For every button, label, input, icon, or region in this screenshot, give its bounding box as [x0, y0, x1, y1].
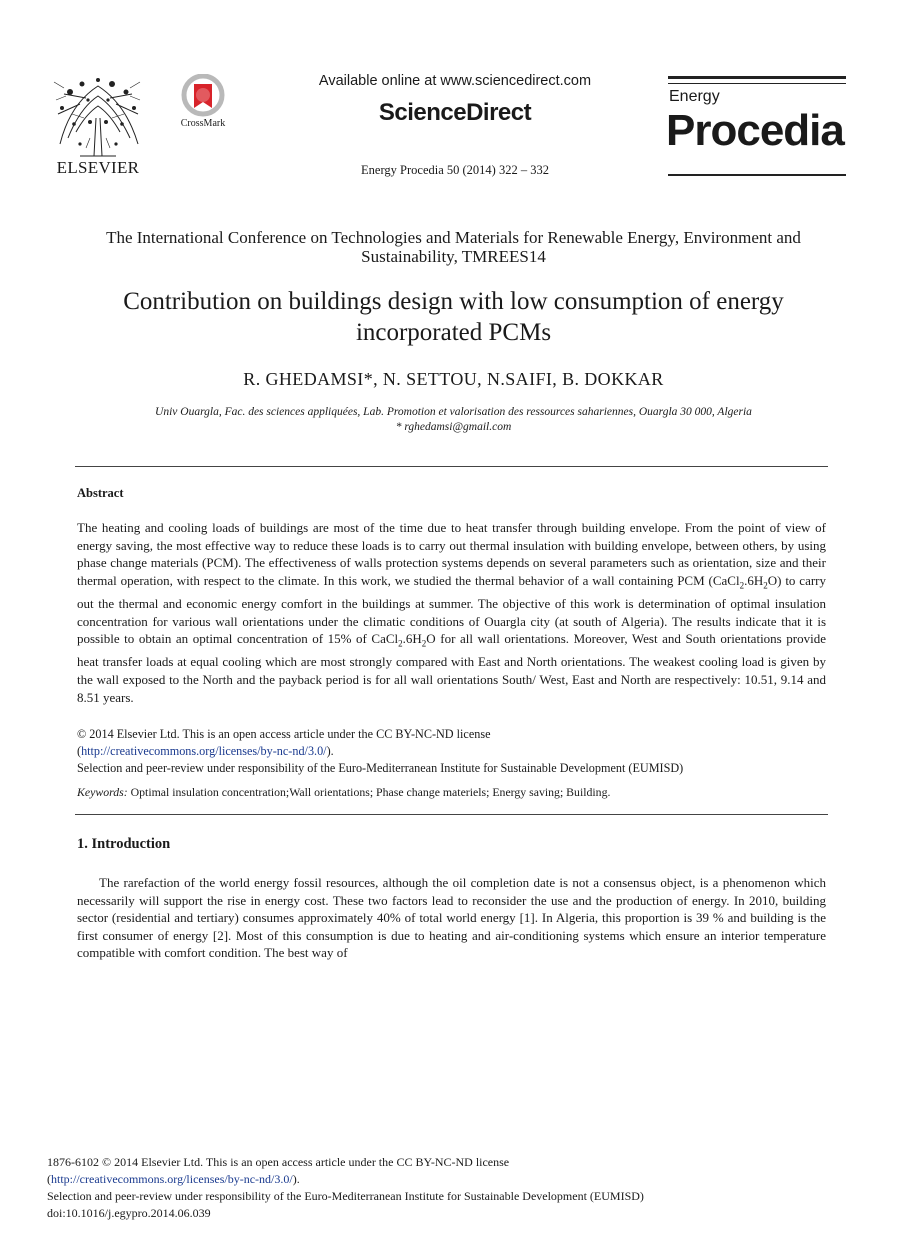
abstract-part-1: The heating and cooling loads of buildings are most of the time due to heat transfer through building envelope. From the point of view of energy saving, the most effective way to reduce these loads is to carry out thermal insulation with building envelope, between others, by using phase change materials (PCM). The effectiveness of walls protection systems depends on several parameters such as orientation, size and their thermal operation, with respect to the climate. In this work, we studied the thermal behavior of a wall containing PCM (CaCl: [77, 520, 826, 588]
logo-rule-top: [668, 76, 846, 79]
license-link[interactable]: http://creativecommons.org/licenses/by-nc-nd/3.0/: [81, 744, 327, 758]
paren-close: ).: [292, 1172, 300, 1186]
subscript-2: 2: [739, 580, 745, 591]
footer-url-line: [47, 1171, 847, 1188]
abstract-part-2: O) to carry out the thermal and economic energy comfort in the buildings at summer. The objective of this work is determination of optimal insulation concentration for various wall orientations under the climatic conditions of Ouargla city (at south of Algeria). The results indicate that it is possible to obtain an optimal concentration of 15% of CaCl: [77, 572, 827, 647]
peer-review-line: Selection and peer-review under responsibility of the Euro-Mediterranean Institute for Sustainable Development (EUMISD): [77, 761, 684, 775]
abstract-part-3: O for all wall orientations. Moreover, West and South orientations provide heat transfer loads at equal cooling which are most strongly compared with East and North orientations. The weakest cooling load is given by the wall exposed to the North and the payback period is for all wall orientations South/ West, East and North are respectively: 10.51, 9.14 and 8.51 years.: [77, 631, 826, 705]
paren-close: ).: [326, 744, 334, 758]
footer: [47, 1154, 847, 1222]
crossmark-label: CrossMark: [180, 118, 226, 129]
sciencedirect-logo[interactable]: ScienceDirect: [378, 99, 532, 126]
abstract-text: [77, 519, 826, 706]
keywords-line: [77, 784, 826, 801]
divider-top: [75, 466, 828, 467]
license-line: © 2014 Elsevier Ltd. This is an open access article under the CC BY-NC-ND license: [77, 727, 491, 741]
elsevier-tree-icon: [50, 74, 146, 160]
formula-mid: .6H: [402, 631, 422, 647]
article-title: Contribution on buildings design with low consumption of energy incorporated PCMs: [123, 288, 784, 346]
introduction-text: The rarefaction of the world energy fossil resources, although the oil completion date is not a consensus object, is a phenomenon which necessarily will support the rise in energy cost. These two factors lead to reconsider the use and the production of energy. In 2010, building sector (residential and tertiary) consumes approximately 40% of total world energy [1]. In Algeria, this proportion is 39 % and building is the first consumer of energy [2]. Most of this consumption is due to heating and air-conditioning systems which ensure an interior temperature compatible with comfort condition. The best way of: [77, 875, 826, 961]
authors: R. GHEDAMSI*, N. SETTOU, N.SAIFI, B. DOKKAR: [243, 369, 664, 389]
elsevier-wordmark: ELSEVIER: [56, 158, 140, 177]
subscript-2: 2: [398, 638, 403, 649]
paren-open: (: [47, 1172, 51, 1186]
procedia-label: Procedia: [666, 106, 844, 155]
introduction-heading: 1. Introduction: [77, 836, 171, 852]
subscript-2b: 2: [763, 580, 768, 591]
footer-issn-license: 1876-6102 © 2014 Elsevier Ltd. This is an open access article under the CC BY-NC-ND license: [47, 1155, 510, 1169]
energy-procedia-logo: [668, 74, 848, 180]
footer-peer-review: Selection and peer-review under responsibility of the Euro-Mediterranean Institute for Sustainable Development (EUMISD): [47, 1189, 644, 1203]
license-url-line: [77, 743, 826, 760]
elsevier-logo: [50, 74, 146, 178]
available-online: Available online at www.sciencedirect.com: [318, 73, 592, 89]
abstract-heading: Abstract: [77, 486, 124, 500]
logo-rule-thin: [668, 83, 846, 84]
conference-name: The International Conference on Technologies and Materials for Renewable Energy, Environment and Sustainability, TMREES14: [106, 228, 801, 266]
divider-bottom: [75, 814, 828, 815]
license-block: [77, 726, 826, 777]
paren-open: (: [77, 744, 82, 758]
journal-reference: Energy Procedia 50 (2014) 322 – 332: [361, 163, 549, 177]
affiliation-block: [60, 405, 847, 435]
keywords-label: Keywords:: [77, 785, 128, 799]
footer-license-link[interactable]: http://creativecommons.org/licenses/by-nc-nd/3.0/: [51, 1172, 293, 1186]
subscript-2b: 2: [421, 638, 427, 649]
energy-label: Energy: [669, 88, 720, 105]
logo-rule-bottom: [668, 174, 846, 176]
formula-mid: .6H: [744, 572, 764, 588]
affiliation: Univ Ouargla, Fac. des sciences appliquées, Lab. Promotion et valorisation des ressources sahariennes, Ouargla 30 000, Algeria: [155, 406, 752, 418]
corresponding-email[interactable]: * rghedamsi@gmail.com: [395, 421, 512, 433]
footer-doi[interactable]: doi:10.1016/j.egypro.2014.06.039: [47, 1206, 211, 1220]
keywords: Optimal insulation concentration;Wall orientations; Phase change materiels; Energy saving; Building.: [127, 785, 611, 799]
